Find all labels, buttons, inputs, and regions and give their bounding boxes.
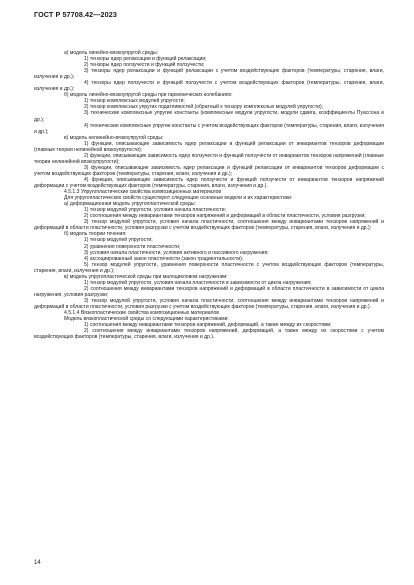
- paragraph: 1) тензор модулей упругости;: [84, 237, 153, 244]
- paragraph: 2) функции, описывающие зависимость ядер ползучести и функций ползучести от инвариантов тензоров напряжений (главные теории нелинейной вязкоупругости);: [34, 152, 384, 165]
- paragraph: 1) тензор комплексных модулей упругости;: [84, 98, 185, 105]
- paragraph: 4) тензоры ядер ползучести и функций ползучести с учетом воздействующих факторов (температуры, старения, влаги, излучения и др.);: [34, 80, 384, 93]
- paragraph: 3) условия начала пластичности, условия активного и пассивного нагружения;: [84, 249, 269, 256]
- paragraph: 3) технические комплексные упругие константы (комплексные модули упругости, модули сдвига, коэффициенты Пуассона и др.);: [34, 110, 384, 123]
- paragraph: Для упругопластических свойств существуют следующие основные модели и их характеристики:: [64, 195, 293, 202]
- paragraph: 2) соотношения между инвариантами тензоров напряжений и деформаций в области пластичности в зависимости от цикла нагружения, условия разгрузки;: [34, 285, 384, 298]
- paragraph: б) модель линейно-вязкоупругой среды при гармонических колебаниях:: [64, 92, 233, 99]
- paragraph: 1) тензор модулей упругости, условия начала пластичности;: [84, 207, 226, 214]
- paragraph: 4) функции, описывающие зависимость ядер ползучести и функций ползучести от инвариантов тензоров напряжений деформации с учетом воздействующих факторов (температуры, старения, влаги, излучения и др.).: [34, 176, 384, 190]
- document-body: [34, 50, 384, 340]
- paragraph: 3) тензор модулей упругости, условия начала пластичности, соотношения между инвариантами тензоров напряжений и деформаций в области пластичности, условия разгрузки с учетом воздействующих факторов (температуры, старения, влаги, излучения и др.);: [34, 219, 384, 232]
- page-number: 14: [34, 560, 41, 566]
- paragraph: а) деформационная модель упругопластической среды:: [64, 201, 196, 208]
- paragraph: б) модель теории течения:: [64, 231, 127, 238]
- paragraph: 2) тензоры ядер ползучести и функций ползучести;: [84, 62, 205, 69]
- paragraph: в) модель упругопластической среды при малоцикловом нагружении:: [64, 273, 228, 280]
- paragraph: Модель вязкопластической среды со следующими характеристиками:: [64, 316, 229, 323]
- paragraph: 5) тензор модулей упругости, уравнения поверхности пластичности с учетом воздействующих факторов (температуры, старения, влаги, излучения и др.);: [34, 261, 384, 274]
- section-heading: 4.5.1.3 Упругопластические свойства композиционных материалов: [64, 189, 222, 196]
- paragraph: 1) тензор модулей упругости, условия начала пластичности в зависимости от цикла нагружения;: [84, 279, 312, 286]
- paragraph: 1) тензоры ядер релаксации и функций релаксации;: [84, 56, 207, 63]
- paragraph: 2) уравнения поверхности пластичности;: [84, 243, 181, 250]
- paragraph: 4) ассоциированный закон пластичности (закон градиентальности);: [84, 255, 244, 262]
- paragraph: 1) соотношения между инвариантами тензоров напряжений, деформаций, а также между их скоростями;: [84, 322, 332, 329]
- paragraph: 1) функции, описывающие зависимость ядер релаксации и функций релаксации от инвариантов тензоров деформации (главные теории нелинейной вязкоупругости);: [34, 140, 384, 153]
- paragraph: в) модель нелинейно-вязкоупругой среды:: [64, 134, 164, 141]
- paragraph: 3) тензор модулей упругости, условия начала пластичности, соотношения между инвариантами тензоров напряжений и деформаций в области пластичности, условия разгрузки с учетом воздействующих факторов (температуры, старения, влаги, излучения и др.).: [34, 297, 384, 310]
- paragraph: 2) соотношения между инвариантами тензоров напряжений и деформаций в области пластичности, условия разгрузки;: [84, 213, 366, 220]
- section-heading: 4.5.1.4 Вязкопластические свойства композиционных материалов: [64, 310, 219, 317]
- document-header: ГОСТ Р 57708.42—2023: [34, 10, 117, 19]
- paragraph: 2) соотношения между инвариантами тензоров напряжений, деформаций, а также между их скоростями с учетом воздействующих факторов (температуры, старения, влаги, излучения и др.).: [34, 328, 384, 341]
- paragraph: 4) технические комплексные упругие константы с учетом воздействующих факторов (температуры, старения, влаги, излучения и др.);: [34, 122, 384, 135]
- paragraph: 3) тензоры ядер релаксации и функций релаксации с учетом воздействующих факторов (температуры, старения, влаги, излучения и др.);: [34, 68, 384, 81]
- paragraph: а) модель линейно-вязкоупругой среды:: [64, 50, 159, 56]
- paragraph: 2) тензор комплексных упругих податливостей (обратный к тензору комплексных модулей упругости);: [84, 104, 324, 111]
- paragraph: 3) функции, описывающие зависимость ядер релаксации и функций релаксации от инвариантов тензоров деформации с учетом воздействующих факторов (температуры, старения, влаги, излучения и др.);: [34, 164, 384, 177]
